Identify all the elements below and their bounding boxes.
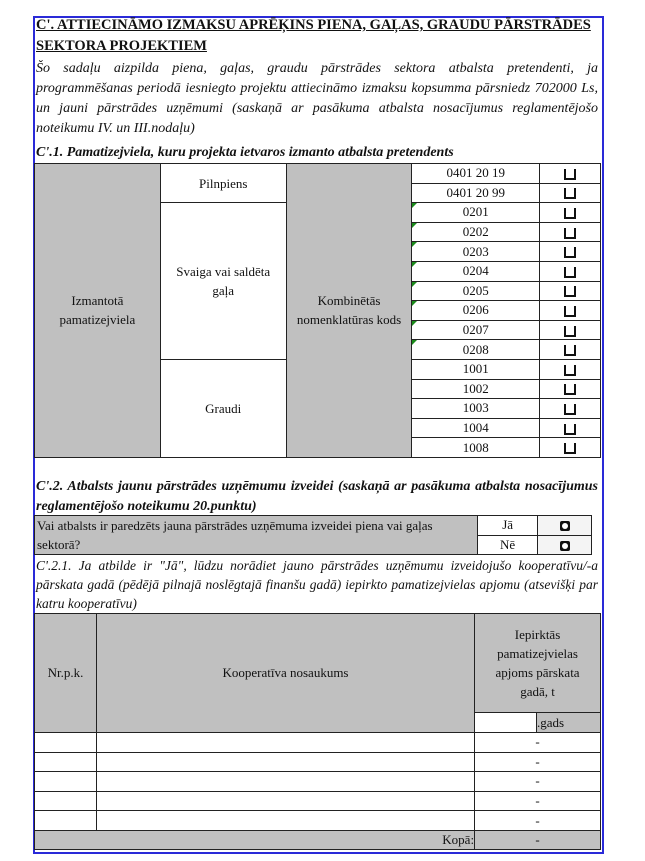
table-row: [35, 791, 601, 811]
comment-marker: [412, 340, 417, 345]
comment-marker: [412, 242, 417, 247]
intro-text: Šo sadaļu aizpilda piena, gaļas, graudu pārstrādes sektora atbalsta pretendenti, ja programmēšanas periodā iesniegto projektu attiecināmo izmaksu kopsumma pārsniedz 702000 Ls, un jauni pārstrādes uzņēmumi (saskaņā ar pasākuma atbalsta nosacījumus reglamentējošo noteikumu IV. un III.nodaļu): [36, 61, 598, 136]
code-checkbox[interactable]: [540, 164, 601, 184]
table-row: [35, 772, 601, 792]
cn-code: 1004: [412, 418, 540, 438]
section-title-2: SEKTORA PROJEKTIEM: [36, 38, 207, 54]
comment-marker: [412, 321, 417, 326]
raw-material-table: [34, 163, 601, 458]
amount-cell[interactable]: -: [475, 752, 601, 772]
checkbox-icon: [564, 286, 576, 297]
code-checkbox[interactable]: [540, 379, 601, 399]
checkbox-icon: [564, 365, 576, 376]
nr-cell[interactable]: [35, 791, 97, 811]
code-checkbox[interactable]: [540, 418, 601, 438]
amount-cell[interactable]: -: [475, 791, 601, 811]
group-label: Svaiga vai saldēta gaļa: [160, 203, 286, 360]
name-cell[interactable]: [96, 733, 474, 753]
raw-material-label: Izmantotā pamatizejviela: [35, 164, 161, 458]
comment-marker: [412, 301, 417, 306]
table-row: [35, 752, 601, 772]
c1-heading: C'.1. Pamatizejviela, kuru projekta ietvaros izmanto atbalsta pretendents: [36, 145, 454, 160]
code-checkbox[interactable]: [540, 340, 601, 360]
cn-code: 0203: [412, 242, 540, 262]
group-label: Graudi: [160, 359, 286, 457]
cooperative-table: [34, 613, 601, 850]
checkbox-icon: [564, 443, 576, 454]
total-value: -: [475, 830, 601, 849]
comment-marker: [412, 223, 417, 228]
no-radio[interactable]: [538, 535, 592, 555]
section-title: C'. ATTIECINĀMO IZMAKSU APRĒĶINS PIENA, GAĻAS, GRAUDU PĀRSTRĀDES: [36, 17, 591, 33]
nr-cell[interactable]: [35, 772, 97, 792]
code-checkbox[interactable]: [540, 261, 601, 281]
cn-code: 1002: [412, 379, 540, 399]
code-checkbox[interactable]: [540, 281, 601, 301]
cn-code: 0205: [412, 281, 540, 301]
nr-cell[interactable]: [35, 733, 97, 753]
year-input[interactable]: [475, 713, 537, 733]
code-checkbox[interactable]: [540, 359, 601, 379]
yes-radio[interactable]: [538, 516, 592, 536]
checkbox-icon: [564, 424, 576, 435]
checkbox-icon: [564, 267, 576, 278]
comment-marker: [412, 262, 417, 267]
cn-code: 0207: [412, 320, 540, 340]
total-label: Kopā:: [35, 830, 475, 849]
code-checkbox[interactable]: [540, 183, 601, 203]
year-suffix: .gads: [537, 713, 601, 733]
question-table: [34, 515, 601, 555]
code-checkbox[interactable]: [540, 203, 601, 223]
cn-code: 0401 20 99: [412, 183, 540, 203]
checkbox-icon: [564, 404, 576, 415]
c21-text: C'.2.1. Ja atbilde ir "Jā", lūdzu norādiet jauno pārstrādes uzņēmumu izveidojušo kooperatīvu/-a pārskata gadā (pēdējā pilnajā noslēgtajā finanšu gadā) iepirkto pamatizejvielas apjomu (atsevišķi par katru kooperatīvu): [36, 558, 598, 611]
code-checkbox[interactable]: [540, 301, 601, 321]
col-nr: Nr.p.k.: [35, 614, 97, 733]
checkbox-icon: [564, 228, 576, 239]
code-row: [35, 164, 601, 184]
amount-cell[interactable]: -: [475, 733, 601, 753]
name-cell[interactable]: [96, 811, 474, 831]
table-row: [35, 733, 601, 753]
cn-code: 0208: [412, 340, 540, 360]
nr-cell[interactable]: [35, 811, 97, 831]
name-cell[interactable]: [96, 791, 474, 811]
cn-code: 0401 20 19: [412, 164, 540, 184]
cn-code: 1003: [412, 399, 540, 419]
cn-code-label: Kombinētās nomenklatūras kods: [286, 164, 412, 458]
checkbox-icon: [564, 326, 576, 337]
checkbox-icon: [564, 345, 576, 356]
code-checkbox[interactable]: [540, 222, 601, 242]
comment-marker: [412, 203, 417, 208]
amount-cell[interactable]: -: [475, 811, 601, 831]
checkbox-icon: [564, 384, 576, 395]
yes-label: Jā: [478, 516, 538, 536]
cn-code: 1001: [412, 359, 540, 379]
radio-icon: [560, 541, 570, 551]
table-row: [35, 811, 601, 831]
checkbox-icon: [564, 208, 576, 219]
cn-code: 0206: [412, 301, 540, 321]
comment-marker: [412, 282, 417, 287]
code-checkbox[interactable]: [540, 242, 601, 262]
code-checkbox[interactable]: [540, 320, 601, 340]
checkbox-icon: [564, 306, 576, 317]
nr-cell[interactable]: [35, 752, 97, 772]
no-label: Nē: [478, 535, 538, 555]
col-amount: Iepirktās pamatizejvielas apjoms pārskata gadā, t: [475, 614, 601, 713]
cn-code: 0201: [412, 203, 540, 223]
name-cell[interactable]: [96, 772, 474, 792]
code-checkbox[interactable]: [540, 399, 601, 419]
group-label: Pilnpiens: [160, 164, 286, 203]
col-name: Kooperatīva nosaukums: [96, 614, 474, 733]
cn-code: 0202: [412, 222, 540, 242]
checkbox-icon: [564, 188, 576, 199]
name-cell[interactable]: [96, 752, 474, 772]
checkbox-icon: [564, 169, 576, 180]
cn-code: 0204: [412, 261, 540, 281]
question-text: Vai atbalsts ir paredzēts jauna pārstrādes uzņēmuma izveidei piena vai gaļas sektorā?: [35, 516, 478, 555]
cn-code: 1008: [412, 438, 540, 458]
amount-cell[interactable]: -: [475, 772, 601, 792]
code-checkbox[interactable]: [540, 438, 601, 458]
checkbox-icon: [564, 247, 576, 258]
radio-icon: [560, 521, 570, 531]
c2-heading: C'.2. Atbalsts jaunu pārstrādes uzņēmumu izveidei (saskaņā ar pasākuma atbalsta nosacījumus reglamentējošo noteikumu 20.punktu): [36, 479, 598, 514]
